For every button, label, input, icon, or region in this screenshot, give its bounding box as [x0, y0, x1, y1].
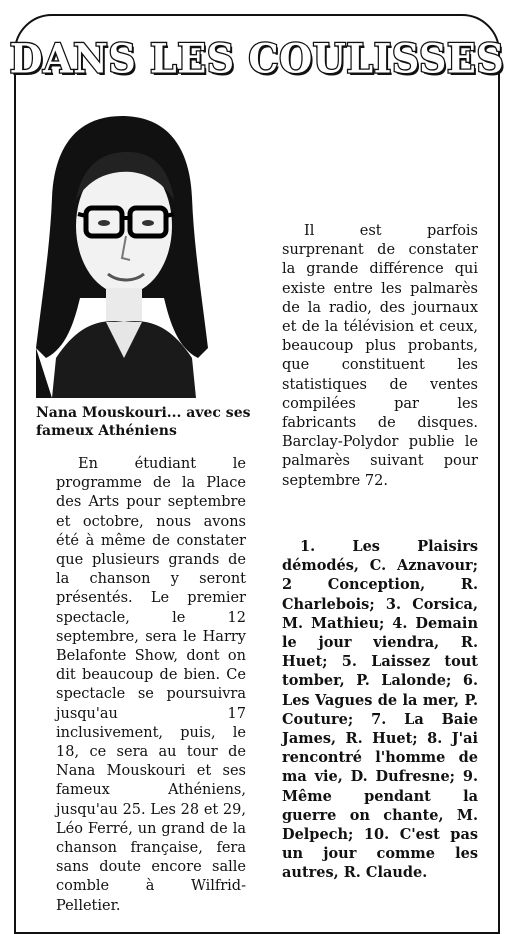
- headline: DANS LES COULISSES: [9, 34, 505, 83]
- photo-caption: Nana Mouskouri... avec ses fameux Athéniens: [36, 405, 251, 439]
- left-column: [56, 455, 246, 916]
- sales-chart-list: 1. Les Plaisirs démodés, C. Aznavour; 2 Conception, R. Charlebois; 3. Corsica, M. Mathieu; 4. Demain le jour viendra, R. Huet; 5. Laissez tout tomber, P. Lalonde; 6. Les Vagues de la mer, P. Couture; 7. La Baie James, R. Huet; 8. J'ai rencontré l'homme de ma vie, D. Dufresne; 9. Même pendant la guerre on chante, M. Delpech; 10. C'est pas un jour comme les autres, R. Claude.: [282, 538, 478, 882]
- right-column-intro: [282, 222, 478, 491]
- right-column-chart: [282, 537, 478, 883]
- left-column-text: En étudiant le programme de la Place des Arts pour septembre et octobre, nous avons été à même de constater que plusieurs grands de la chanson y seront présentés. Le premier spectacle, le 12 septembre, sera le Harry Belafonte Show, dont on dit beaucoup de bien. Ce spectacle se poursuivra jusqu'au 17 inclusivement, puis, le 18, ce sera au tour de Nana Mouskouri et ses fameux Athéniens, jusqu'au 25. Les 28 et 29, Léo Ferré, un grand de la chanson française, fera sans doute encore salle comble à Wilfrid-Pelletier.: [56, 456, 246, 914]
- right-intro-text: Il est parfois surprenant de constater la grande différence qui existe entre les palmarès de la radio, des journaux et de la télévision et ceux, beaucoup plus probants, que constituent les statistiques de ventes compilées par les fabricants de disques. Barclay-Polydor publie le palmarès suivant pour septembre 72.: [282, 223, 478, 489]
- portrait-photo: [36, 108, 208, 398]
- portrait-illustration: [36, 108, 208, 398]
